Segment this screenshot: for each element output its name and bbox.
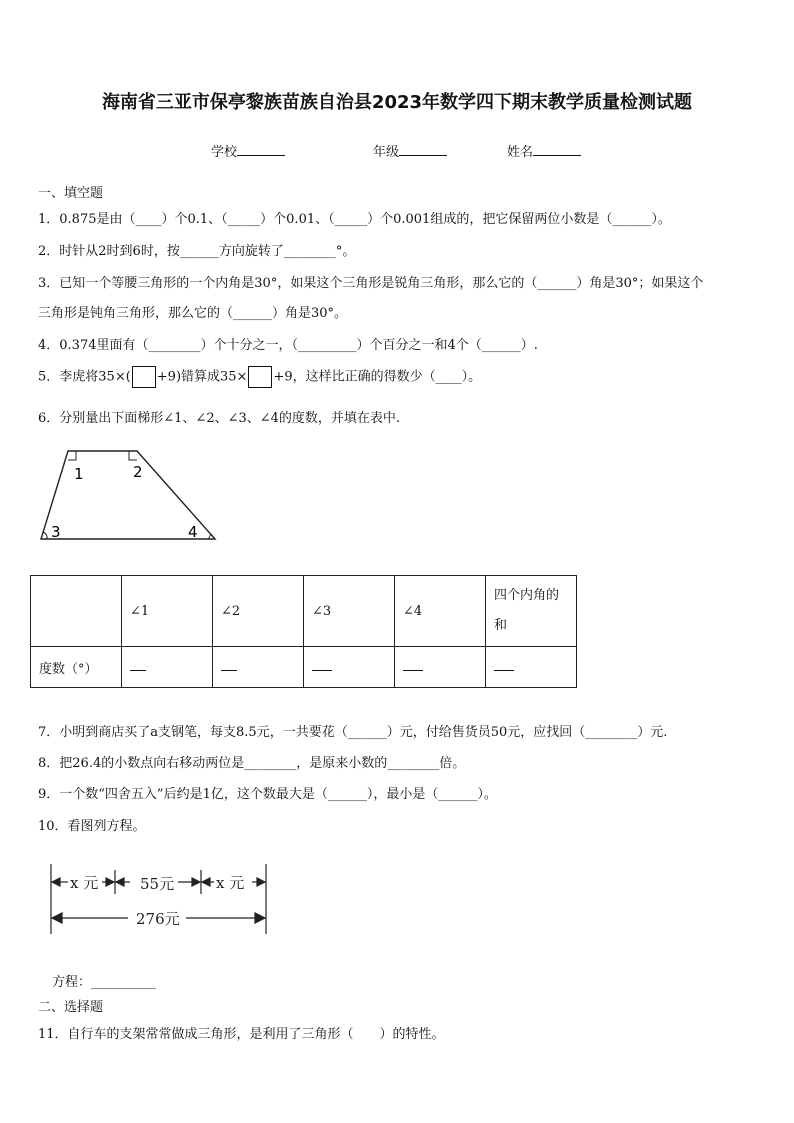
question-5-text-start: 5．李虎将35×(	[38, 369, 131, 385]
header-angle-4: ∠4	[395, 576, 486, 647]
name-field	[507, 141, 581, 160]
question-3-line-2: 三角形是钝角三角形，那么它的（______）角是30°。	[38, 306, 348, 321]
angle-label-3: 3	[51, 523, 61, 541]
grade-blank[interactable]	[399, 142, 447, 156]
trapezoid-figure	[38, 448, 223, 544]
angle-label-2: 2	[133, 463, 143, 481]
header-angle-3: ∠3	[304, 576, 395, 647]
segment-label-total: 276元	[136, 910, 180, 928]
right-angle-mark-2	[129, 451, 137, 460]
header-angle-1: ∠1	[122, 576, 213, 647]
grade-label: 年级	[373, 145, 400, 160]
answer-cell-angle-3[interactable]	[304, 647, 395, 688]
name-label: 姓名	[507, 145, 534, 160]
grade-field	[373, 141, 447, 160]
page-title: 海南省三亚市保亭黎族苗族自治县2023年数学四下期末教学质量检测试题	[101, 92, 693, 113]
angle-label-1: 1	[74, 465, 84, 483]
question-4: 4．0.374里面有（________）个十分之一，（_________）个百分之一和4个（______）.	[38, 338, 538, 353]
school-blank[interactable]	[237, 142, 285, 156]
question-11: 11．自行车的支架常常做成三角形，是利用了三角形（ ）的特性。	[38, 1027, 445, 1042]
question-5-text-middle: +9)错算成35×	[156, 369, 248, 385]
question-6: 6．分别量出下面梯形∠1、∠2、∠3、∠4的度数，并填在表中.	[38, 411, 401, 426]
question-10: 10．看图列方程。	[38, 819, 146, 834]
question-5	[38, 366, 481, 389]
angle-arc-4	[209, 534, 212, 539]
segment-label-right: x 元	[216, 874, 245, 892]
question-9: 9．一个数“四舍五入”后约是1亿，这个数最大是（______），最小是（______）。	[38, 787, 497, 802]
table-row	[31, 647, 577, 688]
school-label: 学校	[211, 145, 238, 160]
section-fill-title: 一、填空题	[38, 186, 104, 201]
segment-label-left: x 元	[70, 874, 99, 892]
question-3-line-1: 3．已知一个等腰三角形的一个内角是30°，如果这个三角形是锐角三角形，那么它的（______）角是30°；如果这个	[38, 276, 704, 291]
answer-cell-angle-sum[interactable]	[486, 647, 577, 688]
answer-box[interactable]	[132, 366, 156, 388]
answer-cell-angle-2[interactable]	[213, 647, 304, 688]
question-10-equation: 方程：__________	[52, 975, 157, 990]
angle-label-4: 4	[188, 523, 198, 541]
table-header-row	[31, 576, 577, 647]
question-5-text-end: +9，这样比正确的得数少（____）。	[273, 369, 482, 385]
row-label-degrees: 度数（°）	[31, 647, 122, 688]
question-8: 8．把26.4的小数点向右移动两位是________，是原来小数的________倍。	[38, 756, 466, 771]
answer-cell-angle-4[interactable]	[395, 647, 486, 688]
question-2: 2．时针从2时到6时，按______方向旋转了________°。	[38, 244, 356, 259]
segment-label-middle: 55元	[140, 875, 175, 893]
segment-diagram	[44, 860, 274, 938]
angle-table	[30, 575, 577, 688]
header-angle-sum: 四个内角的和	[486, 576, 577, 647]
table-corner-cell	[31, 576, 122, 647]
question-1: 1．0.875是由（____）个0.1、（_____）个0.01、（_____）个0.001组成的，把它保留两位小数是（______）。	[38, 212, 671, 227]
section-choice-title: 二、选择题	[38, 1000, 104, 1015]
right-angle-mark-1	[68, 451, 76, 460]
school-field	[211, 141, 285, 160]
answer-box[interactable]	[248, 366, 272, 388]
angle-arc-3	[43, 532, 47, 539]
answer-cell-angle-1[interactable]	[122, 647, 213, 688]
name-blank[interactable]	[533, 142, 581, 156]
header-angle-2: ∠2	[213, 576, 304, 647]
question-7: 7．小明到商店买了a支钢笔，每支8.5元，一共要花（______）元，付给售货员50元，应找回（________）元.	[38, 725, 668, 740]
